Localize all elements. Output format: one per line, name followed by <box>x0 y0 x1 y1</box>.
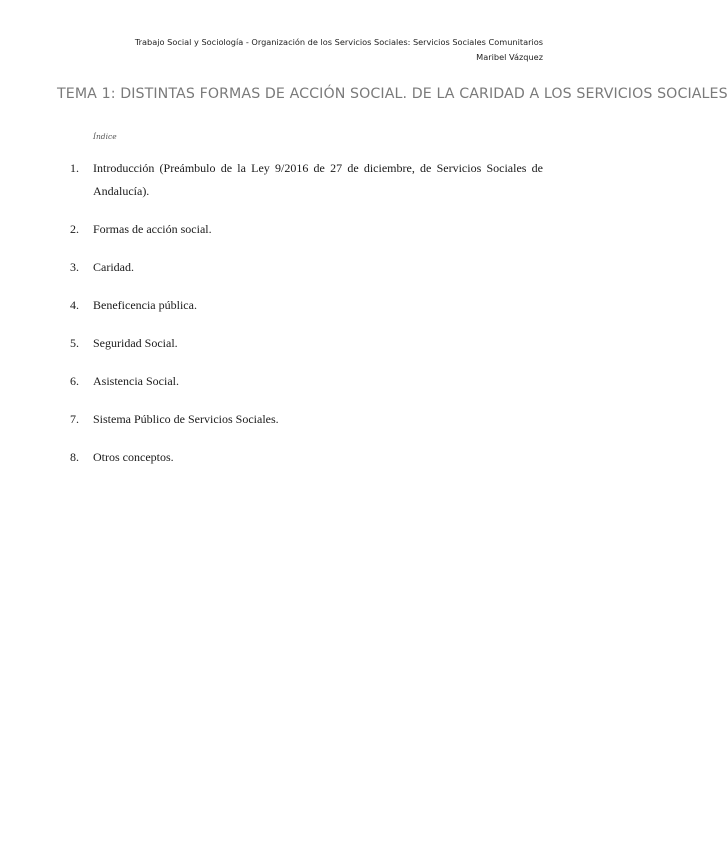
toc-item-number: 8. <box>70 450 79 464</box>
table-of-contents <box>70 157 543 484</box>
header-author: Maribel Vázquez <box>476 52 543 62</box>
toc-item-number: 2. <box>70 222 79 236</box>
toc-item-text: Seguridad Social. <box>93 336 178 350</box>
toc-item-text: Beneficencia pública. <box>93 298 197 312</box>
toc-item-text: Caridad. <box>93 260 134 274</box>
toc-item-1 <box>70 157 543 203</box>
toc-item-2 <box>70 218 543 241</box>
document-title: TEMA 1: DISTINTAS FORMAS DE ACCIÓN SOCIAL. DE LA CARIDAD A LOS SERVICIOS SOCIALES <box>57 86 728 102</box>
page-header <box>135 35 543 65</box>
toc-item-number: 7. <box>70 412 79 426</box>
toc-item-3 <box>70 256 543 279</box>
toc-item-text: Sistema Público de Servicios Sociales. <box>93 412 279 426</box>
toc-item-text: Formas de acción social. <box>93 222 212 236</box>
toc-item-text: Otros conceptos. <box>93 450 174 464</box>
toc-item-text: Introducción (Preámbulo de la Ley 9/2016 de 27 de diciembre, de Servicios Sociales de Andalucía). <box>93 161 543 198</box>
toc-item-8 <box>70 446 543 469</box>
toc-item-4 <box>70 294 543 317</box>
header-course-line: Trabajo Social y Sociología - Organización de los Servicios Sociales: Servicios Sociales Comunitarios <box>134 37 543 47</box>
toc-item-number: 5. <box>70 336 79 350</box>
toc-item-5 <box>70 332 543 355</box>
toc-item-number: 1. <box>70 161 79 175</box>
index-label: Índice <box>93 132 117 141</box>
toc-item-6 <box>70 370 543 393</box>
toc-item-7 <box>70 408 543 431</box>
toc-item-number: 6. <box>70 374 79 388</box>
toc-item-text: Asistencia Social. <box>93 374 179 388</box>
toc-item-number: 3. <box>70 260 79 274</box>
toc-item-number: 4. <box>70 298 79 312</box>
